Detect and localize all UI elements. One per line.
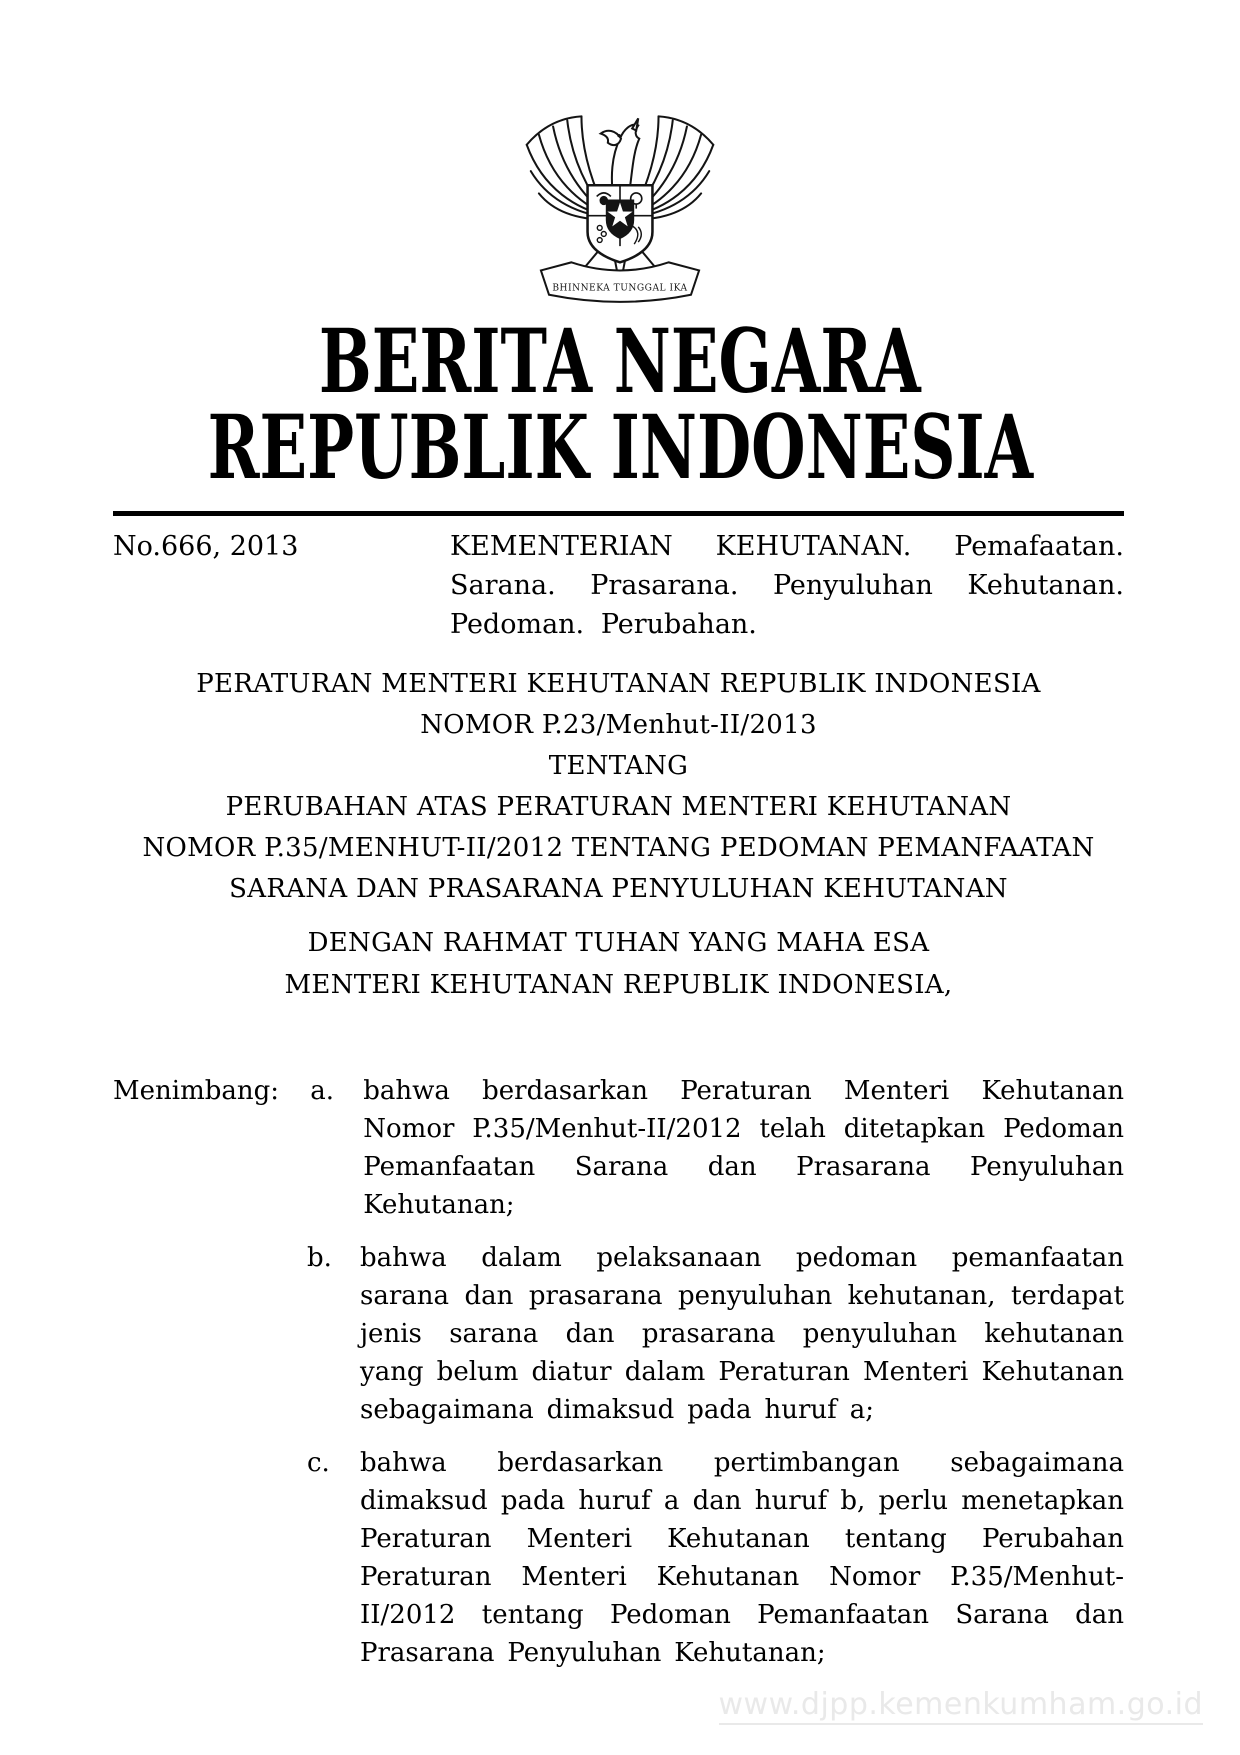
item-text-a: bahwa berdasarkan Peraturan Menteri Kehutanan Nomor P.35/Menhut-II/2012 telah ditetapkan Pedoman Pemanfaatan Sarana dan Prasarana Penyuluhan Kehutanan; [363,1076,1124,1220]
considering-section [113,1072,1124,1687]
issue-number: No.666, 2013 [113,531,299,562]
invocation-line: DENGAN RAHMAT TUHAN YANG MAHA ESA [307,928,930,958]
heading-line-2: NOMOR P.23/Menhut-II/2013 [420,710,817,740]
heading-line-1: PERATURAN MENTERI KEHUTANAN REPUBLIK INDONESIA [196,669,1041,699]
garuda-pancasila-emblem [518,92,722,314]
heading-line-3: TENTANG [548,751,689,781]
subject-abstract: KEMENTERIAN KEHUTANAN. Pemafaatan. Sarana. Prasarana. Penyuluhan Kehutanan. Pedoman. Perubahan. [450,531,1124,640]
item-text-c: bahwa berdasarkan pertimbangan sebagaimana dimaksud pada huruf a dan huruf b, perlu menetapkan Peraturan Menteri Kehutanan tentang Perubahan Peraturan Menteri Kehutanan Nomor P.35/Menhut-II/2012 tentang Pedoman Pemanfaatan Sarana dan Prasarana Penyuluhan Kehutanan; [360,1448,1124,1668]
masthead-title-line-2: REPUBLIK INDONESIA [207,395,1033,499]
heading-line-5: NOMOR P.35/MENHUT-II/2012 TENTANG PEDOMAN PEMANFAATAN [142,833,1095,863]
considering-colon: : [270,1076,280,1106]
item-marker-c: c. [307,1448,330,1478]
considering-label: Menimbang [113,1076,271,1106]
gazette-issue-row [113,527,1124,644]
masthead-title [0,309,1240,499]
item-marker-a: a. [310,1076,335,1106]
watermark-link[interactable]: www.djpp.kemenkumham.go.id [719,1688,1203,1725]
considering-item-a [113,1072,1124,1224]
masthead-title-line-1: BERITA NEGARA [319,309,921,413]
heading-line-4: PERUBAHAN ATAS PERATURAN MENTERI KEHUTANAN [225,792,1012,822]
official-line: MENTERI KEHUTANAN REPUBLIK INDONESIA, [284,970,953,1000]
masthead-rule [113,511,1124,516]
item-text-b: bahwa dalam pelaksanaan pedoman pemanfaatan sarana dan prasarana penyuluhan kehutanan, terdapat jenis sarana dan prasarana penyuluhan kehutanan yang belum diatur dalam Peraturan Menteri Kehutanan sebagaimana dimaksud pada huruf a; [360,1243,1124,1425]
regulation-heading [113,664,1124,1006]
considering-item-b [113,1239,1124,1429]
heading-line-6: SARANA DAN PRASARANA PENYULUHAN KEHUTANAN [229,874,1008,904]
considering-item-c [113,1444,1124,1672]
garuda-pancasila-svg [518,92,722,310]
emblem-motto-text: BHINNEKA TUNGGAL IKA [552,283,688,294]
item-marker-b: b. [307,1243,332,1273]
